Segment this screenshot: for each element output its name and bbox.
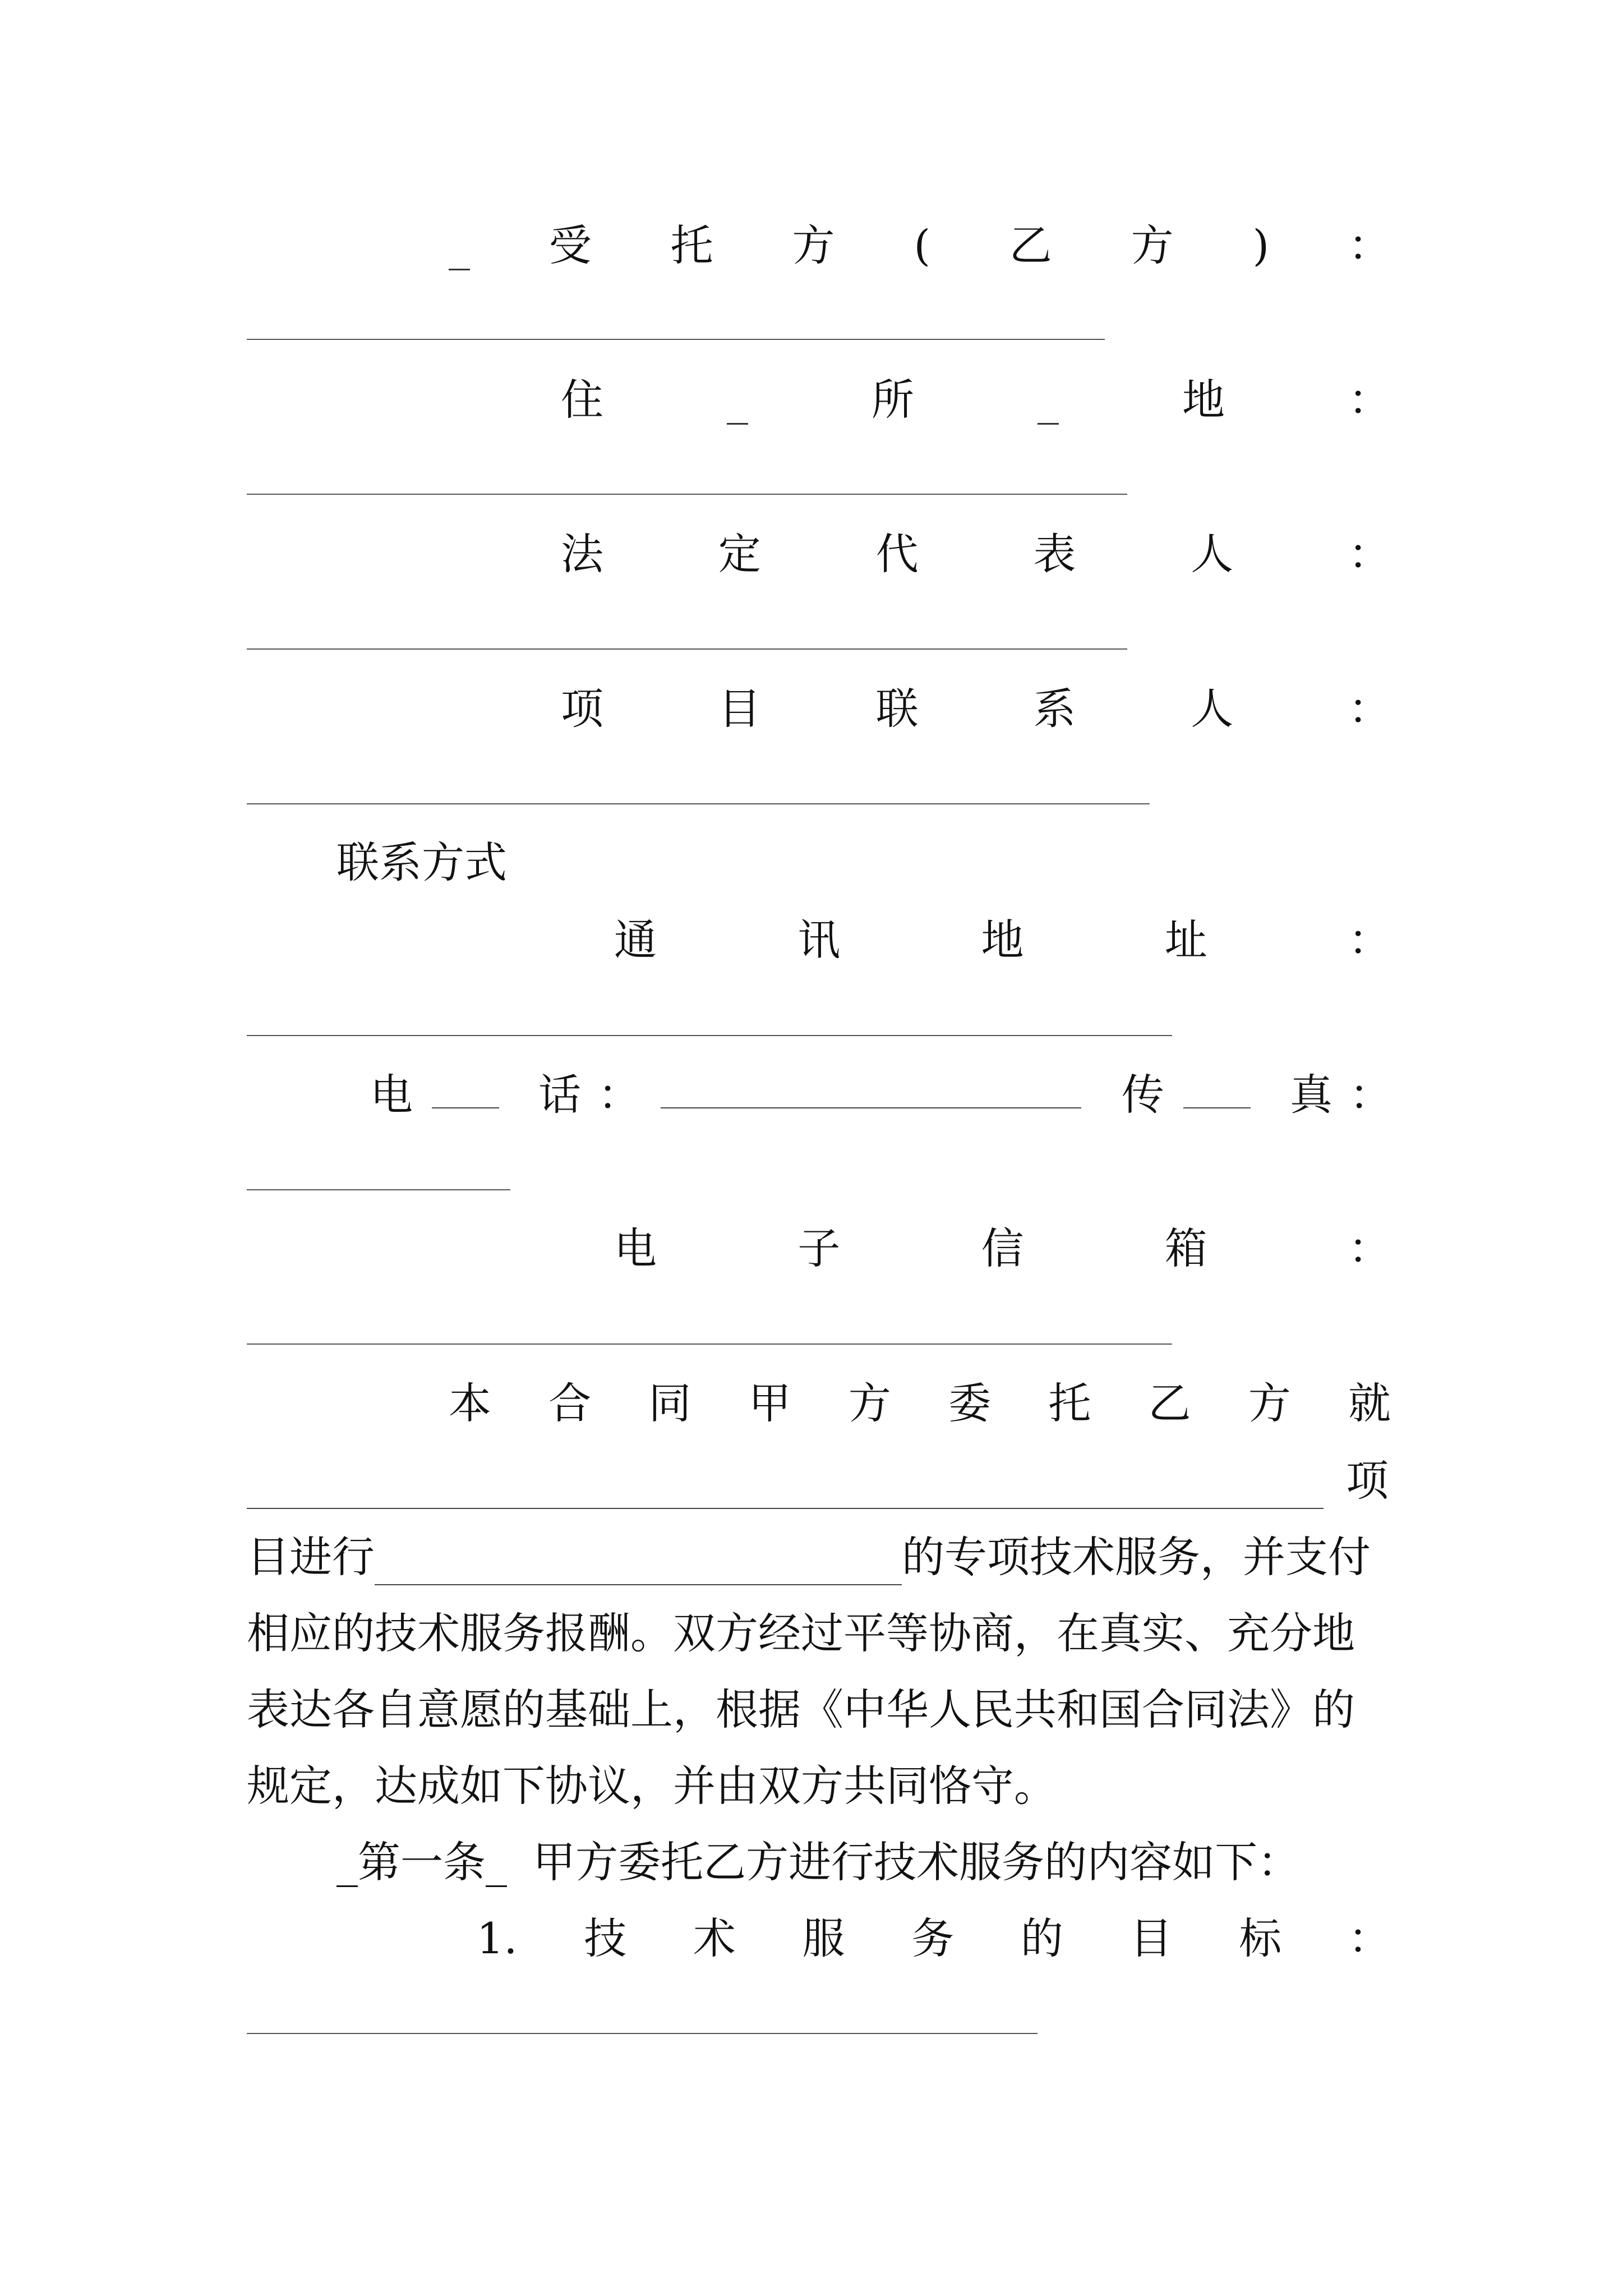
address-char: _: [1038, 375, 1059, 425]
contact-char: 联: [875, 684, 919, 734]
legal-rep-char: 法: [561, 529, 603, 579]
title-char: 托: [670, 220, 713, 270]
body-char: 方: [848, 1378, 891, 1428]
email-blank[interactable]: [247, 1343, 1172, 1345]
legal-rep-char: 代: [875, 529, 919, 579]
title-char: ): [1252, 220, 1270, 270]
mail-char: ：: [1348, 915, 1391, 965]
mail-char: 通: [614, 915, 657, 965]
phone-label-2: 话：: [538, 1070, 657, 1120]
legal-rep-char: 人: [1191, 529, 1234, 579]
item-char: 目: [1129, 1913, 1173, 1963]
address-char: 住: [561, 375, 603, 425]
email-char: 电: [614, 1223, 657, 1273]
project-contact-row: [561, 681, 1391, 737]
fax-gap-blank: [1183, 1068, 1251, 1108]
phone-label: 电: [370, 1070, 413, 1120]
contact-char: 人: [1191, 684, 1234, 734]
title-char: 方: [1131, 220, 1174, 270]
item-char: 技: [584, 1913, 627, 1963]
body-line-3-end: 的专项技术服务，并支付: [902, 1532, 1371, 1582]
title-char: 乙: [1009, 220, 1052, 270]
article-1-prefix: _第一条_: [336, 1837, 507, 1887]
title-char: 方: [792, 220, 835, 270]
legal-rep-row: [561, 526, 1391, 582]
contact-char: 目: [718, 684, 761, 734]
body-char: 合: [548, 1378, 592, 1428]
fax-label-2: 真：: [1290, 1070, 1409, 1120]
body-char: 方: [1248, 1378, 1291, 1428]
body-line-5: 表达各自意愿的基础上，根据《中华人民共和国合同法》的: [247, 1685, 1355, 1734]
item-char: 服: [802, 1913, 845, 1963]
phone-blank[interactable]: [661, 1068, 1081, 1108]
mail-address-row: [614, 912, 1391, 968]
phone-gap-blank: [432, 1068, 499, 1108]
address-char: ：: [1348, 375, 1391, 425]
body-line-2: [247, 1453, 1391, 1509]
email-char: ：: [1348, 1223, 1391, 1273]
address-char: 地: [1182, 375, 1225, 425]
title-char: ：: [1348, 220, 1391, 270]
address-blank[interactable]: [247, 494, 1127, 495]
body-line-4: 相应的技术服务报酬。双方经过平等协商，在真实、充分地: [247, 1608, 1355, 1658]
body-line-3-start: 目进行: [247, 1532, 375, 1582]
party-b-title: [449, 218, 1391, 274]
project-name-blank[interactable]: [247, 1469, 1324, 1509]
contact-char: ：: [1348, 684, 1391, 734]
email-char: 信: [981, 1223, 1024, 1273]
item-char: 的: [1020, 1913, 1063, 1963]
legal-rep-char: 定: [718, 529, 761, 579]
title-char: 受: [548, 220, 592, 270]
contact-method-label: 联系方式: [336, 838, 507, 887]
item-char: 标: [1239, 1913, 1282, 1963]
item-char: ：: [1348, 1913, 1391, 1963]
legal-rep-char: 表: [1033, 529, 1076, 579]
item-char: 术: [693, 1913, 736, 1963]
body-char: 同: [648, 1378, 691, 1428]
item-1-row: [477, 1911, 1391, 1967]
body-char: 甲: [748, 1378, 791, 1428]
mail-char: 址: [1164, 915, 1207, 965]
fax-label: 传: [1122, 1070, 1164, 1120]
body-line-3: [247, 1529, 1391, 1585]
item-char: 1.: [477, 1913, 518, 1963]
party-b-name-blank[interactable]: [247, 339, 1105, 340]
body-line-1: [449, 1375, 1391, 1432]
article-1-text: 甲方委托乙方进行技术服务的内容如下：: [533, 1837, 1301, 1887]
mail-char: 讯: [797, 915, 841, 965]
title-char: (: [914, 220, 930, 270]
service-goal-blank[interactable]: [247, 2033, 1038, 2034]
body-char: 本: [449, 1378, 491, 1428]
item-char: 务: [911, 1913, 955, 1963]
body-char: 委: [948, 1378, 992, 1428]
email-char: 箱: [1164, 1223, 1207, 1273]
address-row: [561, 372, 1391, 428]
contact-char: 系: [1033, 684, 1076, 734]
address-char: 所: [872, 375, 914, 425]
body-line-2-end: 项: [1346, 1456, 1389, 1506]
body-line-6: 规定，达成如下协议，并由双方共同恪守。: [247, 1761, 1057, 1811]
fax-blank[interactable]: [247, 1189, 510, 1190]
body-char: 托: [1048, 1378, 1091, 1428]
body-char: 乙: [1148, 1378, 1191, 1428]
email-row: [614, 1221, 1391, 1277]
service-item-blank[interactable]: [375, 1545, 902, 1585]
legal-rep-char: ：: [1348, 529, 1391, 579]
email-char: 子: [797, 1223, 841, 1273]
legal-rep-blank[interactable]: [247, 648, 1127, 650]
mail-address-blank[interactable]: [247, 1035, 1172, 1036]
article-1: [336, 1834, 1481, 1890]
title-char: _: [449, 220, 470, 270]
body-char: 就: [1348, 1378, 1391, 1428]
contact-char: 项: [561, 684, 603, 734]
address-char: _: [727, 375, 748, 425]
project-contact-blank[interactable]: [247, 803, 1150, 804]
mail-char: 地: [981, 915, 1024, 965]
